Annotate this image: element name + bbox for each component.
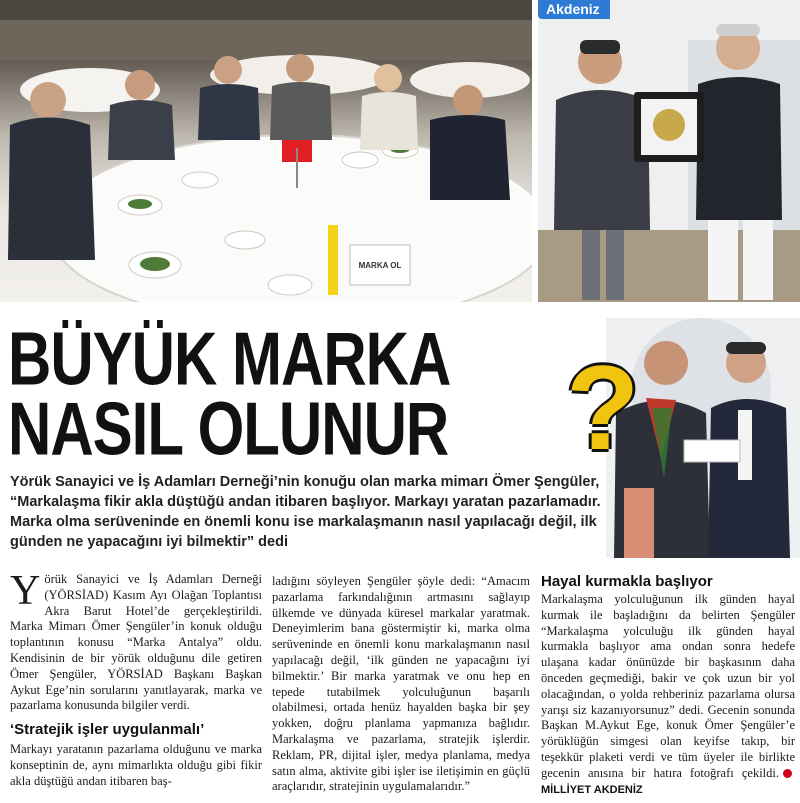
question-mark-graphic: ? — [566, 341, 640, 475]
headline-line-1: BÜYÜK MARKA — [8, 317, 451, 401]
byline-dot — [783, 769, 792, 778]
subhead-hayal: Hayal kurmakla başlıyor — [541, 573, 713, 590]
dinner-photo — [0, 0, 532, 302]
byline: MİLLİYET AKDENİZ — [541, 783, 643, 796]
column3-paragraph-text: Markalaşma yolculuğunun ilk günden hayal kurmak ile başladığını da belirten Şengüler “Markalaşma yolculuğu ilk günden hayal kurmakla başlıyor ama ondan sonra hedefe ulaşana kadar önünüzde bir başkasının daha önceden geçmediği, bakir ve çok uzun bir yol olacağından, o yolda rehberiniz pazarlama olursa yarışı siz kazanıyorsunuz” dedi. Gecenin sonunda Başkan M.Aykut Ege, konuk Ömer Şengüler’e yörüklüğün simgesi olan keyifse takıp, bir teşekkür plaketi verdi ve tüm üyeler ile birlikte gecenin anısına bir hatıra fotoğrafı çekildi. — [541, 592, 795, 780]
column1-paragraph-1: örük Sanayici ve İş Adamları Derneği (YÖRSİAD) Kasım Ayı Olağan Toplantısı Akra Barut Hotel’de gerçekleştirildi. Marka Mimarı Ömer Şengüler’in konuk olduğu toplantının konusu “Marka Antalya” oldu. Kendisinin de bir yörük olduğunu dile getiren Ömer Şengüler, YÖRSİAD Başkanı Başkan Aykut Ege’nin sorularını yanıtlayarak, marka ve pazarlama konusunda bilgiler verdi. — [10, 572, 262, 713]
article-column-2 — [272, 574, 530, 795]
akdeniz-tag: Akdeniz — [538, 0, 610, 19]
award-photo — [538, 0, 800, 302]
column3-paragraph-1 — [541, 592, 795, 798]
lead-paragraph: Yörük Sanayici ve İş Adamları Derneği’nin konuğu olan marka mimarı Ömer Şengüler, “Markalaşma fikir akla düştüğü andan itibaren başlıyor. Markayı yaratan pazarlamadır. Marka olma serüveninde en önemli konu ise markalaşmanın nasıl yapılacağı değil, ilk günden ne yapacağını iyi bilmektir” dedi — [10, 474, 601, 550]
column2-paragraph-1: ladığını söyleyen Şengüler şöyle dedi: “Amacım pazarlama farkındalığının artmasını sağlayıp ülkemde ve dünyada küresel markalar yaratmak. Deneyimlerim bana göstermiştir ki, marka olma serüveninde en önemli konu markalaşmanın nasıl yapılacağı değil, ‘ilk günden ne yapacağını iyi bilmektir.’ Bir marka yaratmak ve onu hep en tepede tutabilmek yolculuğunun başarılı olabilmesi, ortada henüz hayalden başka bir şey yokken, doğru planlama yapmanıza bağlıdır. Markalaşma ve pazarlama, stratejik işlerdir. Reklam, PR, dijital işler, medya planlama, medya satın alma, aktivite gibi işler ise iletişimin en güçlü araçlarıdır, stratejinin uygulamalarıdır.” — [272, 574, 530, 794]
drop-cap: Y — [10, 568, 41, 614]
award-photo-illustration — [538, 0, 800, 302]
dinner-photo-illustration — [0, 0, 532, 302]
subhead-stratejik: ‘Stratejik işler uygulanmalı’ — [10, 721, 205, 739]
table-sign-text: MARKA OL — [358, 261, 402, 270]
headline-line-2: NASIL OLUNUR — [8, 387, 449, 471]
column1-paragraph-2: Markayı yaratanın pazarlama olduğunu ve marka konseptinin de, aynı mimarlıkta olduğu gibi fikir akla düştüğü andan itibaren baş- — [10, 741, 262, 788]
article-column-1 — [10, 568, 262, 789]
article-column-3 — [541, 592, 795, 798]
